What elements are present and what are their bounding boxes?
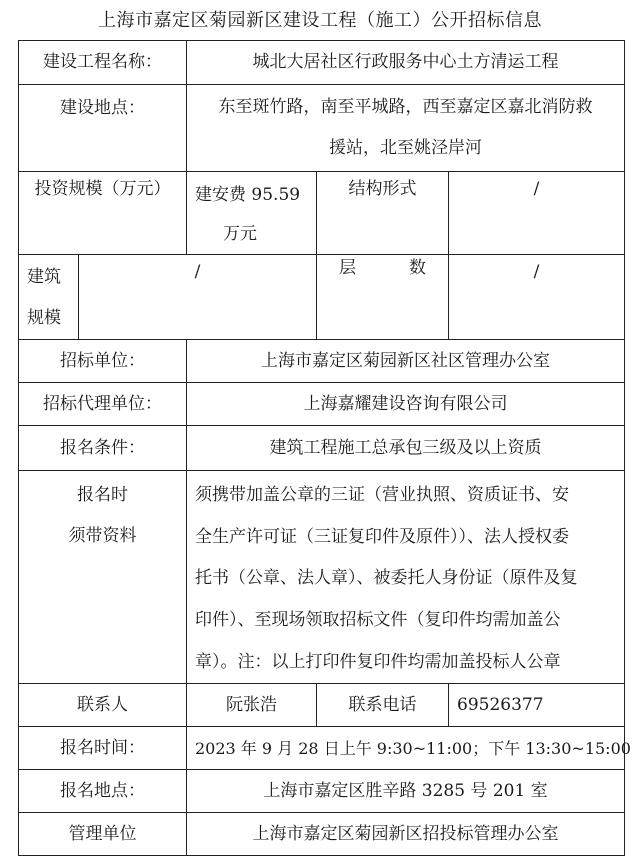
materials-label-line-1: 报名时	[77, 485, 128, 506]
place-value: 上海市嘉定区胜辛路 3285 号 201 室	[187, 770, 625, 813]
manager-label: 管理单位	[19, 813, 187, 856]
floors-value: /	[449, 255, 625, 340]
agent-label: 招标代理单位：	[19, 383, 187, 426]
project-name-label: 建设工程名称：	[19, 41, 187, 85]
building-label-line-1: 建筑	[27, 267, 61, 288]
row-building	[19, 255, 625, 340]
building-label	[19, 255, 79, 340]
contact-value: 阮张浩	[187, 684, 317, 727]
investment-line-1: 建安费 95.59	[195, 185, 301, 205]
row-tenderer	[19, 340, 625, 383]
requirement-label: 报名条件：	[19, 426, 187, 471]
building-label-line-2: 规模	[27, 307, 61, 328]
row-time	[19, 727, 625, 770]
contact-label: 联系人	[19, 684, 187, 727]
location-label: 建设地点：	[19, 85, 187, 172]
row-agent	[19, 383, 625, 426]
structure-value: /	[449, 172, 625, 255]
materials-line: 印件）、至现场领取招标文件（复印件均需加盖公	[195, 610, 561, 631]
structure-label: 结构形式	[317, 172, 449, 255]
row-requirement	[19, 426, 625, 471]
time-value: 2023 年 9 月 28 日上午 9:30~11:00；下午 13:30~15:00	[187, 727, 625, 770]
row-place	[19, 770, 625, 813]
materials-label-line-2: 须带资料	[68, 525, 137, 546]
requirement-value: 建筑工程施工总承包三级及以上资质	[187, 426, 625, 471]
phone-value: 69526377	[449, 684, 625, 727]
materials-value	[187, 471, 625, 684]
phone-label: 联系电话	[317, 684, 449, 727]
location-line-1: 东至斑竹路，南至平城路，西至嘉定区嘉北消防救	[218, 97, 593, 118]
row-contact	[19, 684, 625, 727]
location-line-2: 援站，北至姚泾岸河	[329, 138, 483, 158]
materials-line: 托书（公章、法人章）、被委托人身份证（原件及复	[195, 568, 578, 589]
materials-line: 须携带加盖公章的三证（营业执照、资质证书、安	[195, 485, 569, 506]
investment-label: 投资规模（万元）	[19, 172, 187, 255]
row-materials	[19, 471, 625, 684]
place-label: 报名地点：	[19, 770, 187, 813]
location-value	[187, 85, 625, 172]
tenderer-value: 上海市嘉定区菊园新区社区管理办公室	[187, 340, 625, 383]
materials-line: 章）。注：以上打印件复印件均需加盖投标人公章	[195, 651, 561, 672]
floors-label: 层 数	[317, 255, 449, 340]
row-investment	[19, 172, 625, 255]
manager-value: 上海市嘉定区菊园新区招投标管理办公室	[187, 813, 625, 856]
materials-line: 全生产许可证（三证复印件及原件））、法人授权委	[195, 526, 569, 547]
tender-info-table	[18, 40, 631, 856]
row-location	[19, 85, 625, 172]
investment-line-2: 万元	[223, 224, 257, 245]
project-name-value: 城北大居社区行政服务中心土方清运工程	[187, 41, 625, 85]
row-manager	[19, 813, 625, 856]
investment-value	[187, 172, 317, 255]
agent-value: 上海嘉耀建设咨询有限公司	[187, 383, 625, 426]
materials-label	[19, 471, 187, 684]
tenderer-label: 招标单位：	[19, 340, 187, 383]
building-value: /	[79, 255, 317, 340]
row-project-name	[19, 41, 625, 85]
page-title: 上海市嘉定区菊园新区建设工程（施工）公开招标信息	[98, 10, 542, 31]
time-label: 报名时间：	[19, 727, 187, 770]
